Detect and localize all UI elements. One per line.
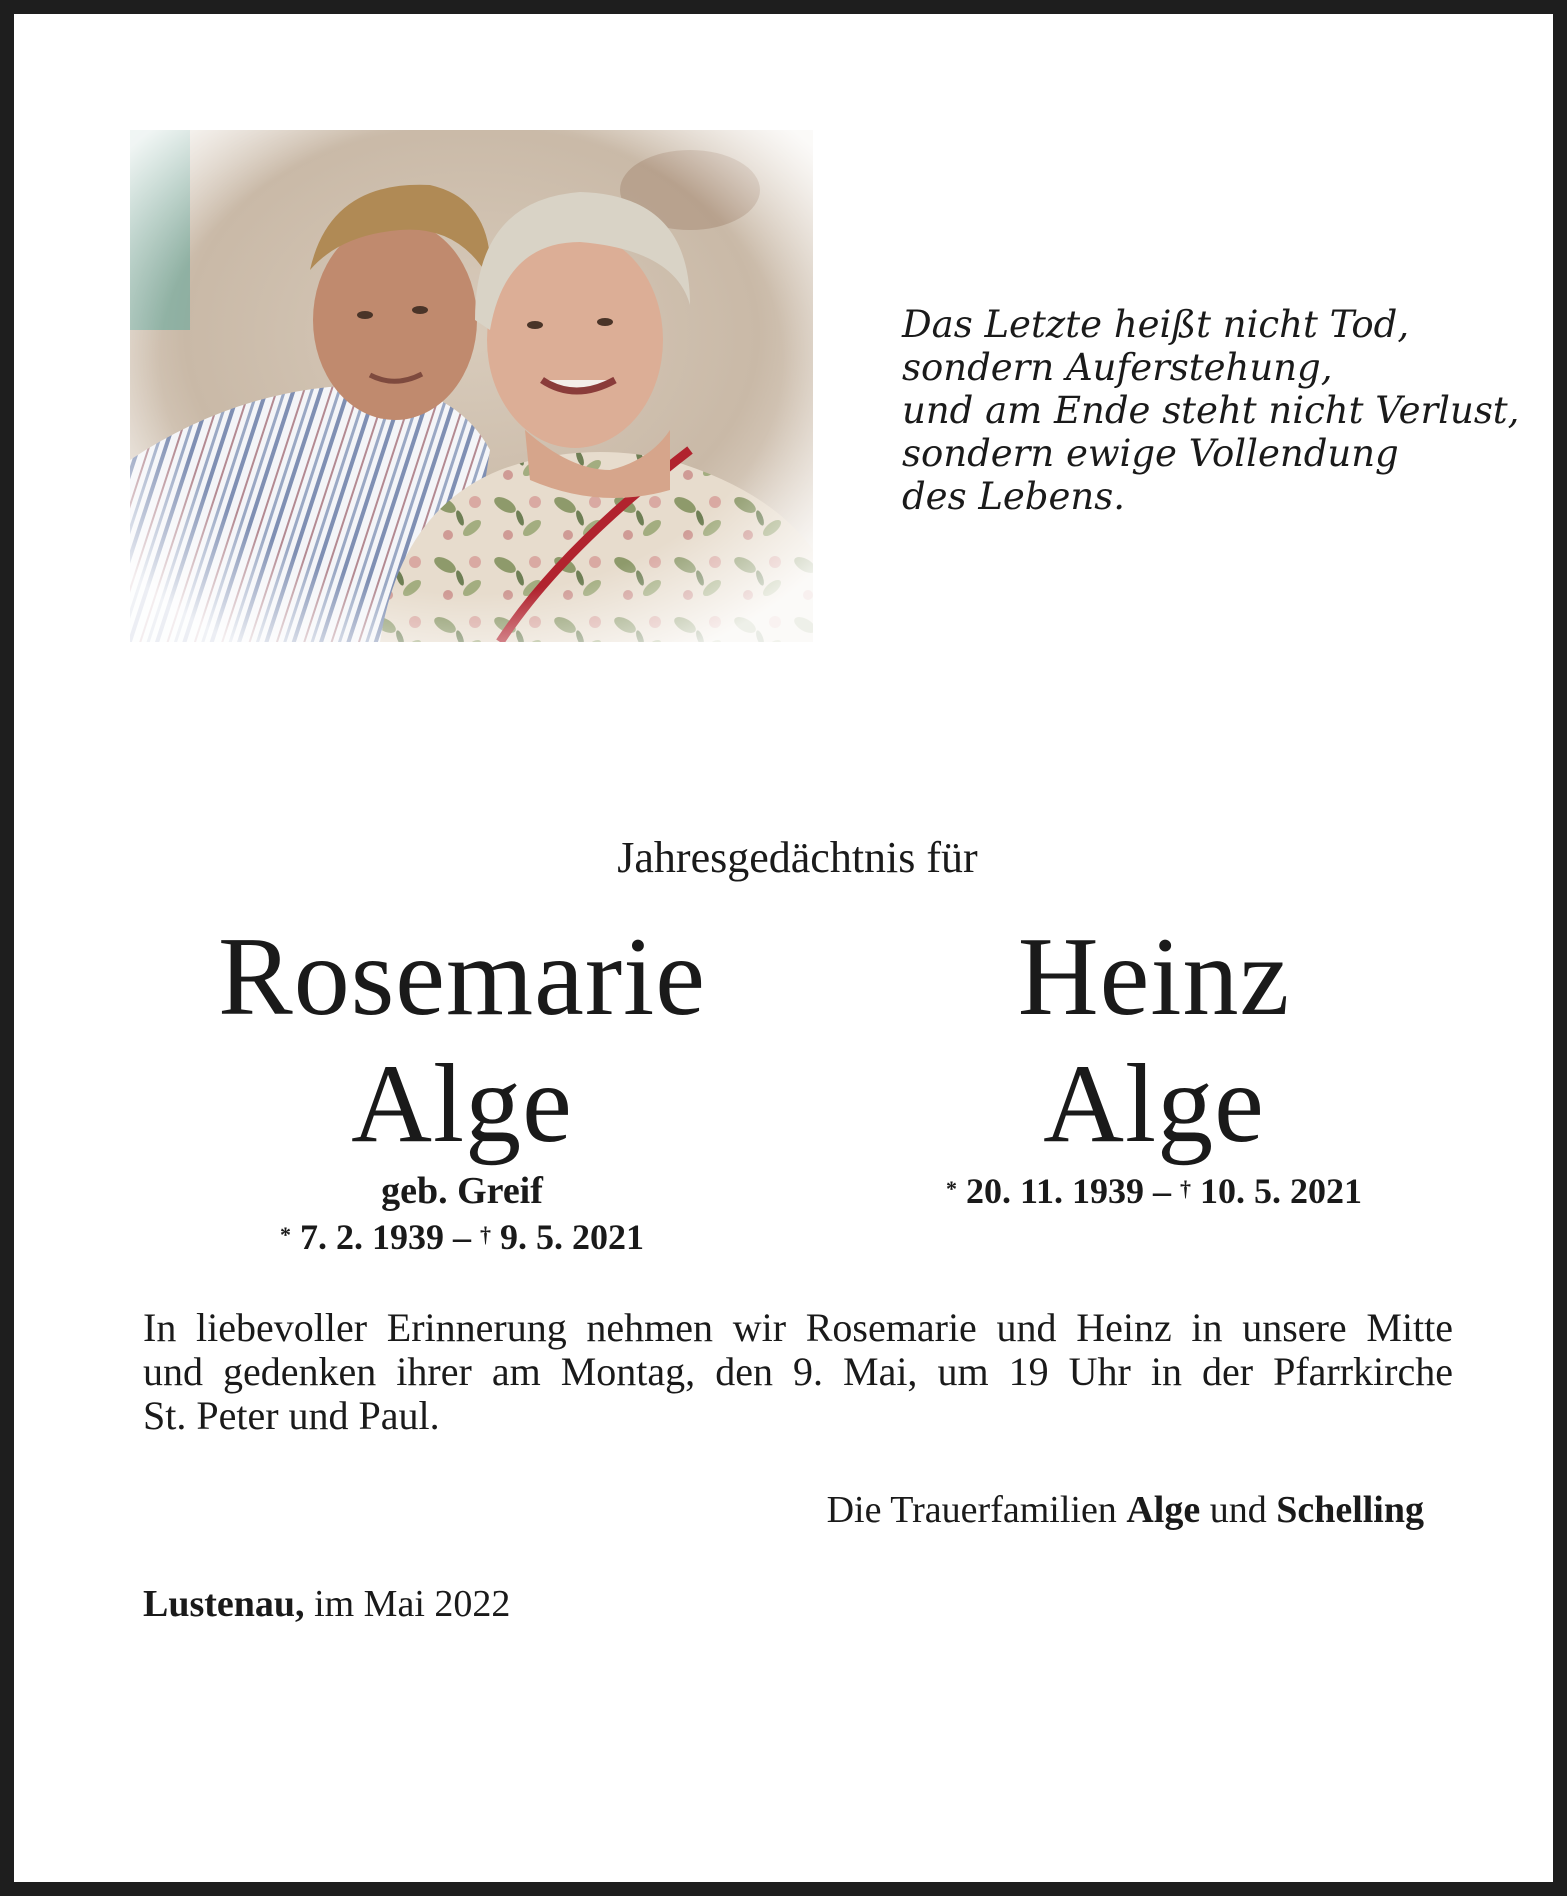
death-symbol: †	[1180, 1176, 1191, 1201]
quote-line: Das Letzte heißt nicht Tod,	[902, 303, 1410, 346]
person-dates	[182, 1214, 742, 1260]
body-line: In liebevoller Erinnerung nehmen wir Rosemarie und Heinz in unsere Mitte	[143, 1305, 1453, 1350]
place-date	[143, 1582, 510, 1626]
death-date: 10. 5. 2021	[1200, 1171, 1362, 1211]
quote-line: sondern ewige Vollendung	[902, 432, 1399, 475]
person-dates	[874, 1168, 1434, 1214]
death-symbol: †	[480, 1222, 491, 1247]
signature	[827, 1488, 1424, 1532]
birth-date: 20. 11. 1939	[965, 1171, 1144, 1211]
signature-conjunction: und	[1209, 1489, 1267, 1531]
signature-prefix: Die Trauerfamilien	[826, 1489, 1117, 1531]
body-line: und gedenken ihrer am Montag, den 9. Mai, um 19 Uhr in der Pfarrkirche	[143, 1349, 1453, 1394]
quote	[902, 303, 1520, 518]
birth-symbol: *	[280, 1222, 291, 1247]
memorial-text	[143, 1306, 1453, 1438]
family-name-2: Schelling	[1276, 1489, 1424, 1531]
birth-symbol: *	[945, 1176, 957, 1201]
quote-line: und am Ende steht nicht Verlust,	[902, 389, 1520, 432]
family-name-1: Alge	[1126, 1489, 1201, 1531]
person-birth-name: geb. Greif	[381, 1170, 543, 1212]
couple-photo	[130, 130, 813, 642]
person-first-name: Heinz	[1017, 915, 1291, 1039]
body-line: St. Peter und Paul.	[143, 1393, 440, 1438]
place-town: Lustenau,	[143, 1583, 305, 1625]
quote-line: sondern Auferstehung,	[902, 346, 1333, 389]
date-separator: –	[1153, 1171, 1171, 1211]
person-rosemarie	[182, 914, 742, 1260]
place-month: im Mai 2022	[314, 1583, 511, 1625]
person-heinz	[874, 914, 1434, 1214]
person-first-name: Rosemarie	[218, 915, 706, 1039]
date-separator: –	[453, 1217, 471, 1257]
memorial-heading: Jahresgedächtnis für	[617, 833, 978, 882]
birth-date: 7. 2. 1939	[300, 1217, 444, 1257]
quote-line: des Lebens.	[902, 475, 1125, 518]
person-last-name: Alge	[351, 1042, 573, 1166]
death-date: 9. 5. 2021	[500, 1217, 644, 1257]
person-last-name: Alge	[1043, 1042, 1265, 1166]
couple-photo-image	[130, 130, 813, 642]
